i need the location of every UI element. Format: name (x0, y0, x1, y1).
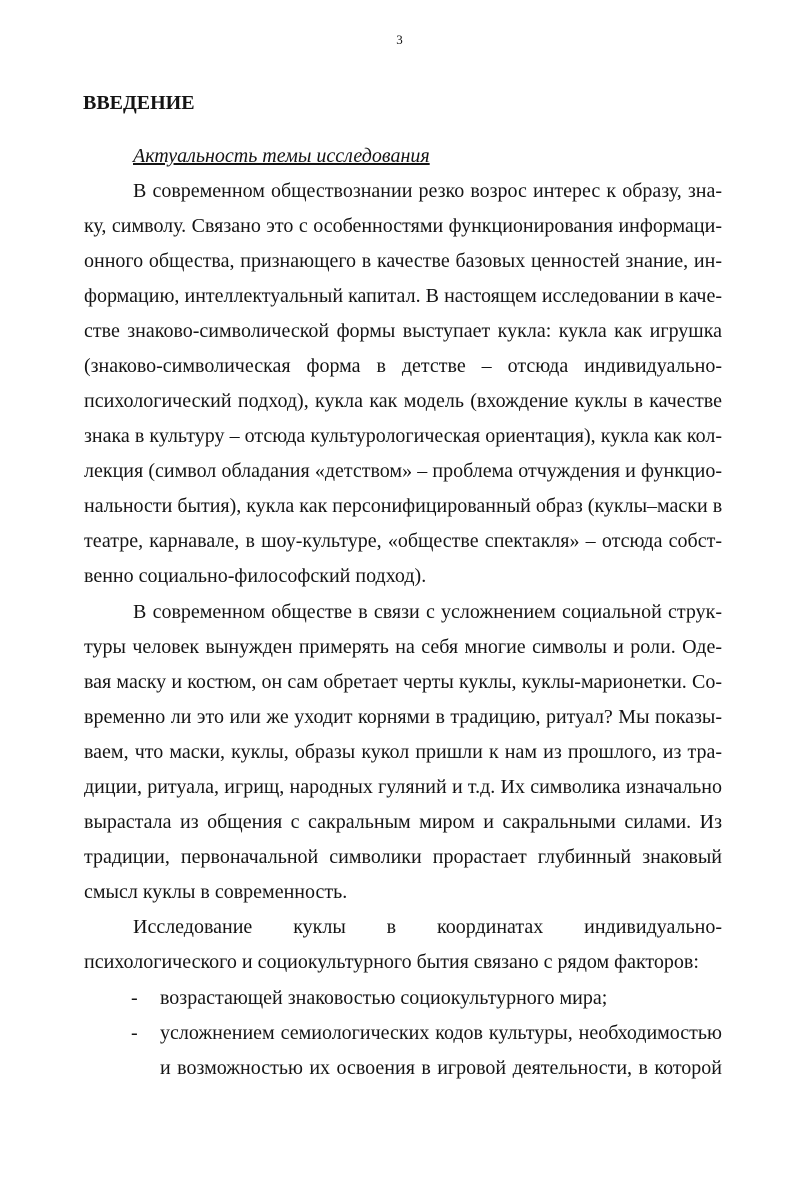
paragraph-2-line: ваем, что маски, куклы, образы кукол пришли к нам из прошлого, из тра- (84, 741, 722, 763)
paragraph-2-line: временно ли это или же уходит корнями в традицию, ритуал? Мы показы- (84, 706, 722, 728)
paragraph-1-line: В современном обществознании резко возрос интерес к образу, зна- (133, 180, 722, 202)
page-number: 3 (396, 32, 403, 47)
paragraph-2-line: В современном обществе в связи с усложнением социальной струк- (133, 601, 722, 623)
section-heading: ВВЕДЕНИЕ (83, 92, 195, 114)
paragraph-2-line: смысл куклы в современность. (84, 881, 348, 903)
list-item-line: возрастающей знаковостью социокультурного мира; (160, 987, 608, 1009)
section-subheading: Актуальность темы исследования (133, 145, 430, 167)
paragraph-2-line: вая маску и костюм, он сам обретает черты куклы, куклы-марионетки. Со- (84, 671, 722, 693)
paragraph-1-line: лекция (символ обладания «детством» – проблема отчуждения и функцио- (84, 460, 722, 482)
paragraph-2-line: туры человек вынужден примерять на себя многие символы и роли. Оде- (84, 636, 722, 658)
paragraph-1-line: венно социально-философский подход). (84, 565, 427, 587)
paragraph-3-line: Исследование куклы в координатах индивидуально- (133, 916, 722, 938)
paragraph-1-line: знака в культуру – отсюда культурологическая ориентация), кукла как кол- (84, 425, 722, 447)
paragraph-1-line: психологический подход), кукла как модель (вхождение куклы в качестве (84, 390, 722, 412)
list-item-line: усложнением семиологических кодов культуры, необходимостью (160, 1022, 722, 1044)
paragraph-2-line: традиции, первоначальной символики прорастает глубинный знаковый (84, 846, 722, 868)
paragraph-1-line: (знаково-символическая форма в детстве – отсюда индивидуально- (84, 355, 722, 377)
paragraph-2-line: диции, ритуала, игрищ, народных гуляний и т.д. Их символика изначально (84, 776, 722, 798)
paragraph-1-line: ку, символу. Связано это с особенностями функционирования информаци- (84, 215, 722, 237)
paragraph-1-line: нальности бытия), кукла как персонифицированный образ (куклы–маски в (84, 495, 723, 517)
list-item-line: и возможностью их освоения в игровой деятельности, в которой (160, 1057, 722, 1079)
paragraph-1-line: театре, карнавале, в шоу-культуре, «обществе спектакля» – отсюда собст- (84, 530, 722, 552)
paragraph-1-line: стве знаково-символической формы выступает кукла: кукла как игрушка (84, 320, 722, 342)
list-bullet-marker: - (131, 987, 138, 1009)
paragraph-1-line: формацию, интеллектуальный капитал. В настоящем исследовании в каче- (84, 285, 722, 307)
paragraph-3-line: психологического и социокультурного бытия связано с рядом факторов: (84, 951, 699, 973)
paragraph-2-line: вырастала из общения с сакральным миром и сакральными силами. Из (84, 811, 722, 833)
paragraph-1-line: онного общества, признающего в качестве базовых ценностей знание, ин- (84, 250, 722, 272)
list-bullet-marker: - (131, 1022, 138, 1044)
